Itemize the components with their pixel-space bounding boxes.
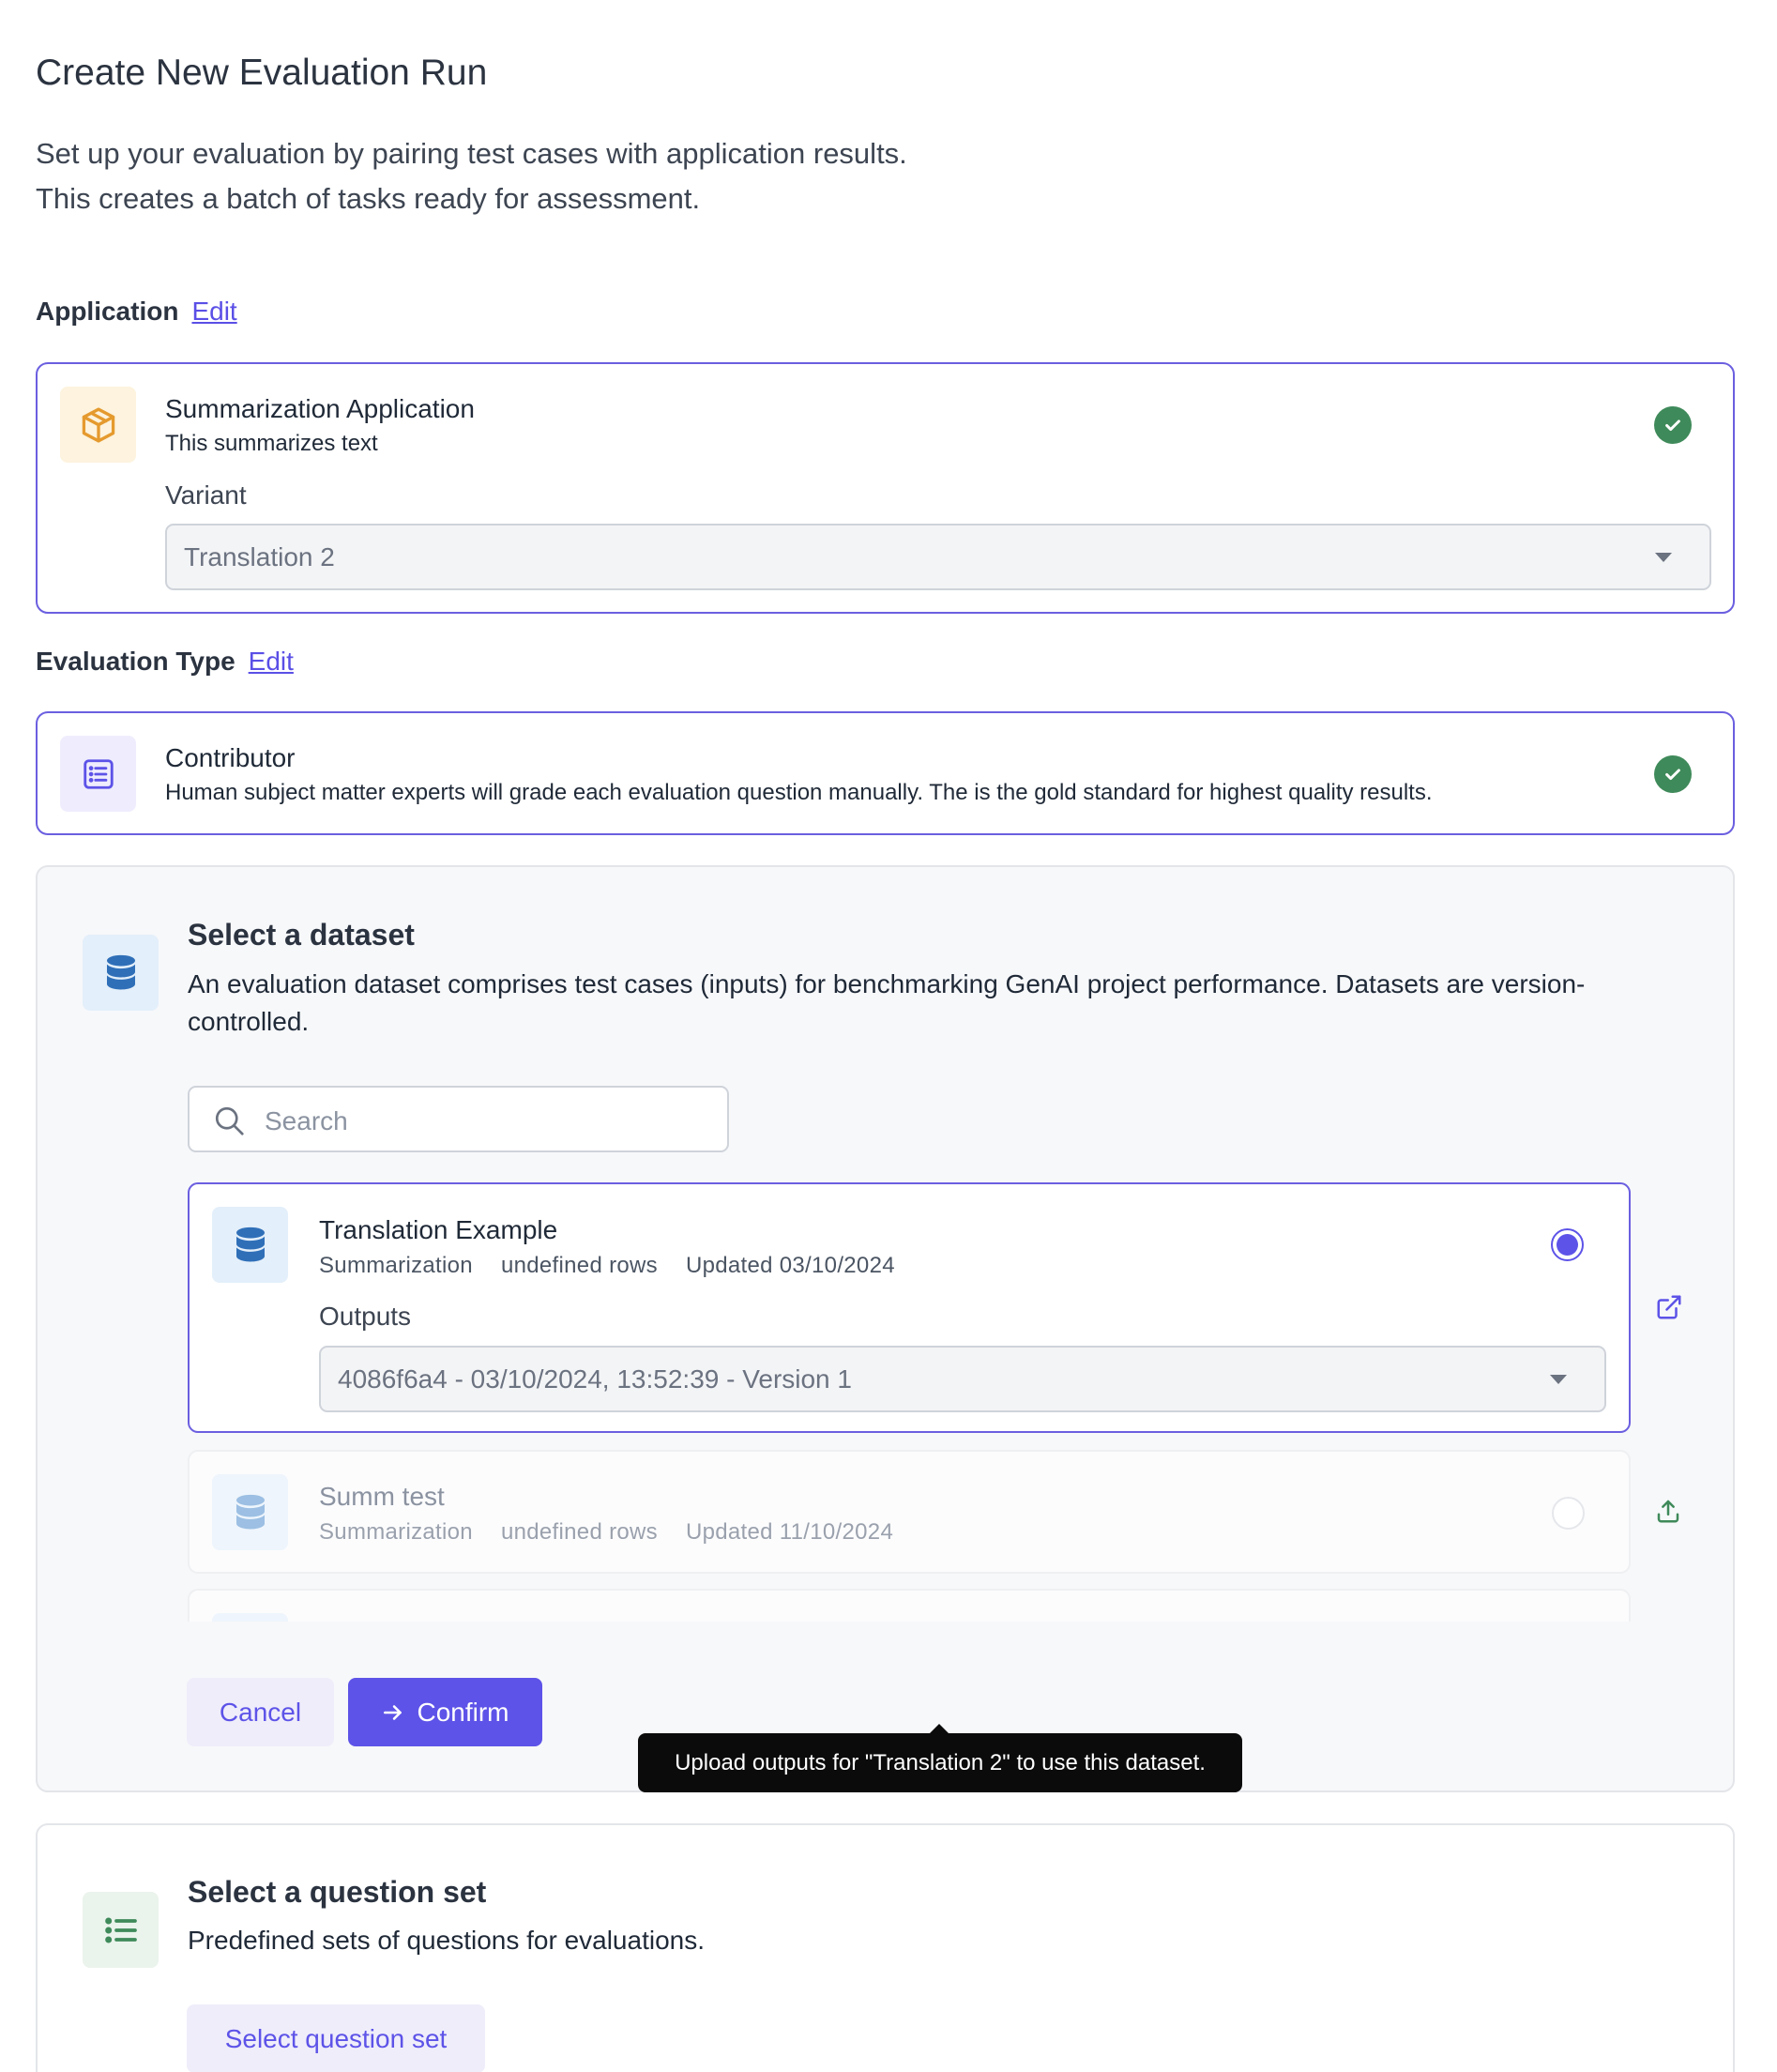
dataset-description-line-1: An evaluation dataset comprises test cases (inputs) for benchmarking GenAI project performance. Datasets are version- — [188, 969, 1586, 998]
caret-down-icon — [1550, 1375, 1567, 1384]
application-label-text: Application — [36, 297, 179, 326]
list-box-icon — [60, 736, 136, 812]
dataset-search-input[interactable] — [188, 1086, 729, 1152]
evaluation-type-label-text: Evaluation Type — [36, 647, 235, 676]
dataset-updated: Updated 11/10/2024 — [685, 1519, 894, 1545]
database-icon — [212, 1207, 288, 1283]
application-edit-link[interactable]: Edit — [191, 297, 237, 326]
dataset-type: Summarization — [319, 1253, 473, 1278]
package-icon — [60, 387, 136, 463]
dataset-rows: undefined rows — [500, 1253, 658, 1278]
question-set-description: Predefined sets of questions for evaluations. — [188, 1926, 706, 1955]
variant-label: Variant — [165, 480, 247, 510]
evaluation-type-label — [36, 647, 294, 677]
dataset-list-clip — [188, 1589, 1631, 1622]
search-placeholder: Search — [265, 1106, 348, 1135]
outputs-label: Outputs — [319, 1302, 412, 1331]
dataset-radio-selected[interactable] — [1551, 1228, 1584, 1261]
evaluation-type-edit-link[interactable]: Edit — [248, 647, 294, 676]
dataset-name: Summ test — [319, 1482, 445, 1511]
evaluation-type-description: Human subject matter experts will grade each evaluation question manually. The is the gold standard for highest quality results. — [165, 780, 1433, 805]
external-link-icon[interactable] — [1655, 1293, 1683, 1321]
dataset-radio-disabled[interactable] — [1552, 1497, 1585, 1530]
page-title: Create New Evaluation Run — [36, 53, 488, 93]
search-icon — [212, 1104, 246, 1137]
application-card — [36, 362, 1735, 614]
evaluation-type-card — [36, 711, 1735, 835]
confirm-button[interactable] — [348, 1678, 542, 1746]
dataset-type: Summarization — [319, 1519, 473, 1545]
check-circle-icon — [1654, 406, 1692, 444]
caret-down-icon — [1655, 553, 1672, 562]
dataset-item-summ-test[interactable] — [188, 1450, 1631, 1574]
select-question-set-button[interactable]: Select question set — [187, 2004, 485, 2072]
cancel-button[interactable]: Cancel — [187, 1678, 334, 1746]
upload-icon[interactable] — [1654, 1497, 1682, 1525]
variant-select-value: Translation 2 — [184, 541, 335, 571]
page-intro — [36, 131, 907, 221]
arrow-right-icon — [381, 1700, 405, 1725]
dataset-meta — [319, 1519, 921, 1546]
outputs-select-value: 4086f6a4 - 03/10/2024, 13:52:39 - Version 1 — [338, 1364, 852, 1394]
list-icon — [83, 1892, 159, 1968]
dataset-rows: undefined rows — [500, 1519, 658, 1545]
confirm-button-label: Confirm — [417, 1697, 509, 1727]
application-name: Summarization Application — [165, 394, 475, 423]
evaluation-type-name: Contributor — [165, 743, 296, 772]
dataset-heading: Select a dataset — [188, 918, 415, 952]
database-icon — [212, 1474, 288, 1550]
application-label — [36, 297, 237, 327]
dataset-item-translation-example[interactable] — [188, 1182, 1631, 1433]
intro-line-2: This creates a batch of tasks ready for assessment. — [36, 182, 701, 215]
variant-select[interactable] — [165, 524, 1711, 590]
dataset-description — [188, 966, 1651, 1041]
database-icon — [212, 1613, 288, 1622]
check-circle-icon — [1654, 755, 1692, 793]
dataset-meta — [319, 1253, 923, 1279]
application-description: This summarizes text — [165, 431, 378, 456]
dataset-name: Translation Example — [319, 1215, 558, 1244]
database-icon — [83, 935, 159, 1011]
dataset-item-partial[interactable] — [188, 1589, 1631, 1622]
dataset-updated: Updated 03/10/2024 — [685, 1253, 895, 1278]
outputs-select[interactable] — [319, 1346, 1606, 1412]
question-set-heading: Select a question set — [188, 1875, 487, 1909]
intro-line-1: Set up your evaluation by pairing test cases with application results. — [36, 137, 907, 170]
upload-outputs-tooltip: Upload outputs for "Translation 2" to use this dataset. — [638, 1733, 1242, 1792]
dataset-description-line-2: controlled. — [188, 1007, 310, 1036]
